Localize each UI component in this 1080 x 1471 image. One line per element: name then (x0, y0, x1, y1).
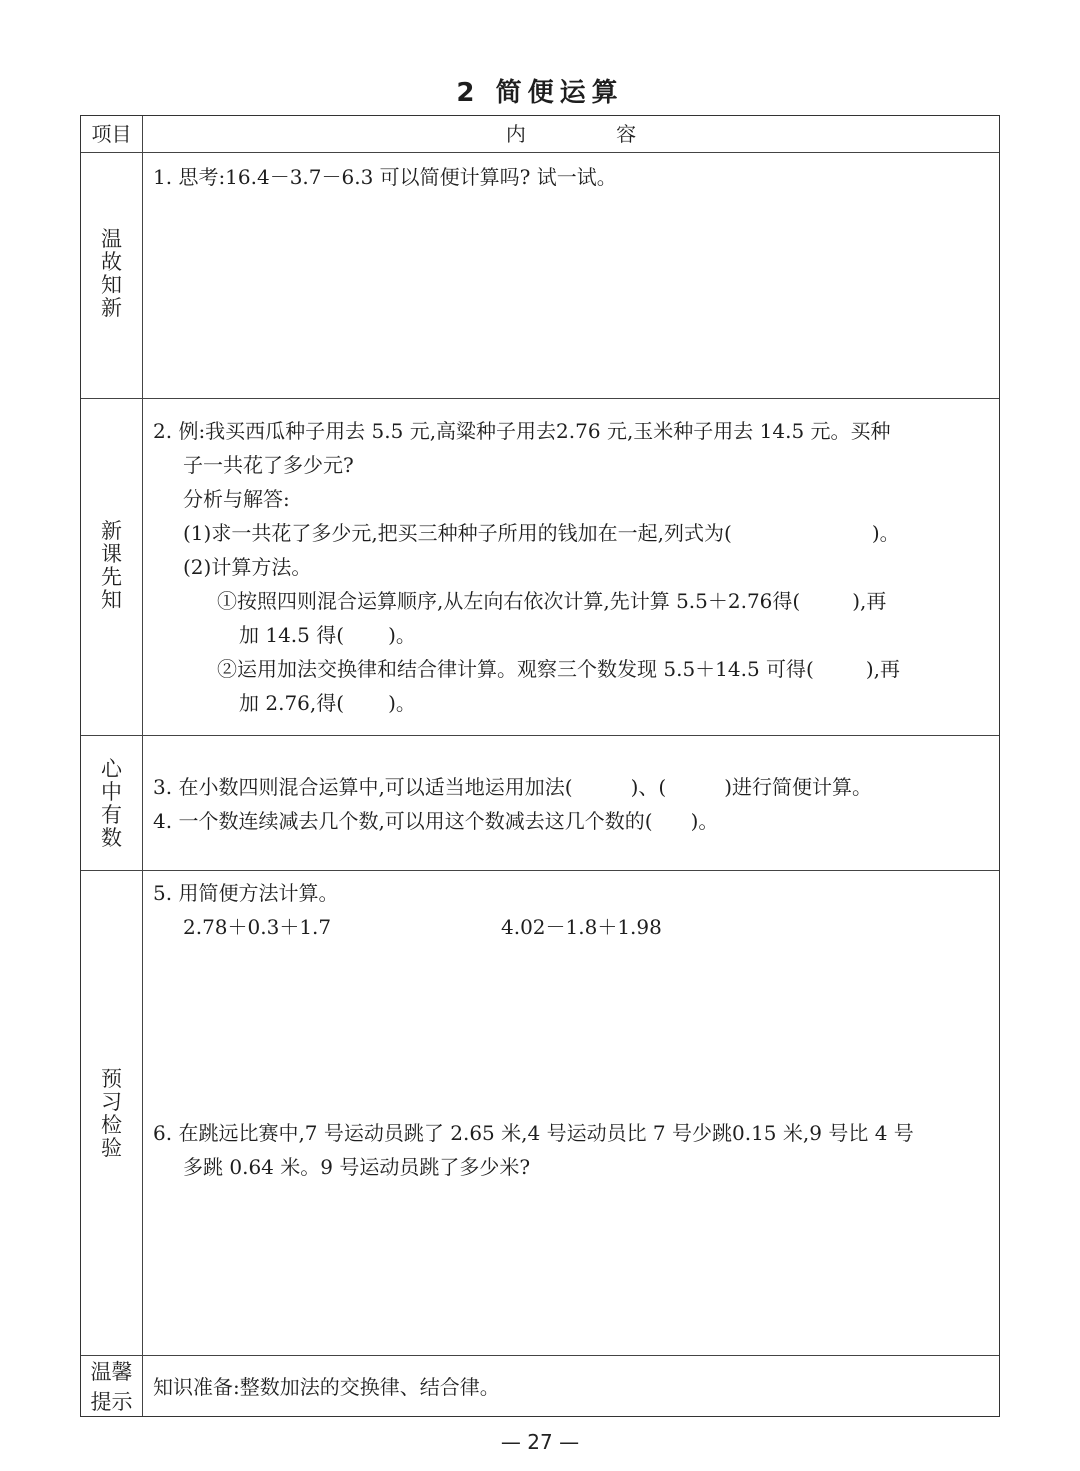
question-2-line-2: 子一共花了多少元? (183, 453, 354, 477)
section-label-new-lesson: 新 课 先 知 (101, 519, 122, 612)
section-label-key-points: 心 中 有 数 (101, 757, 122, 850)
row-divider (81, 735, 999, 736)
header-content: 内 容 (505, 122, 679, 146)
question-5: 5. 用简便方法计算。 (153, 881, 339, 905)
page-title: 2 简便运算 (456, 78, 624, 108)
tips-text: 知识准备:整数加法的交换律、结合律。 (153, 1375, 500, 1399)
section-label-practice: 预 习 检 验 (101, 1067, 122, 1160)
method-1-line-2: 加 14.5 得( )。 (239, 623, 416, 647)
method-2-line-2: 加 2.76,得( )。 (239, 691, 416, 715)
row-divider (81, 152, 999, 153)
method-1-line-1: ①按照四则混合运算顺序,从左向右依次计算,先计算 5.5＋2.76得( ),再 (217, 589, 887, 613)
step-1: (1)求一共花了多少元,把买三种种子所用的钱加在一起,列式为( )。 (183, 521, 900, 545)
analysis-heading: 分析与解答: (183, 487, 290, 511)
question-3: 3. 在小数四则混合运算中,可以适当地运用加法( )、( )进行简便计算。 (153, 775, 873, 799)
worksheet-table (80, 115, 1000, 1417)
question-2-line-1: 2. 例:我买西瓜种子用去 5.5 元,高粱种子用去2.76 元,玉米种子用去 14.5 元。买种 (153, 419, 891, 443)
row-divider (81, 870, 999, 871)
column-divider (142, 116, 143, 1416)
section-label-tips: 温馨 提示 (90, 1360, 133, 1414)
step-2: (2)计算方法。 (183, 555, 312, 579)
question-1: 1. 思考:16.4－3.7－6.3 可以简便计算吗? 试一试。 (153, 165, 617, 189)
method-2-line-1: ②运用加法交换律和结合律计算。观察三个数发现 5.5＋14.5 可得( ),再 (217, 657, 901, 681)
expression-2: 4.02－1.8＋1.98 (501, 915, 662, 939)
row-divider (81, 1355, 999, 1356)
header-item: 项目 (91, 122, 132, 146)
question-6-line-2: 多跳 0.64 米。9 号运动员跳了多少米? (183, 1155, 531, 1179)
row-divider (81, 398, 999, 399)
section-label-review: 温 故 知 新 (101, 227, 122, 320)
expression-1: 2.78＋0.3＋1.7 (183, 915, 332, 939)
question-4: 4. 一个数连续减去几个数,可以用这个数减去这几个数的( )。 (153, 809, 719, 833)
question-6-line-1: 6. 在跳远比赛中,7 号运动员跳了 2.65 米,4 号运动员比 7 号少跳0.15 米,9 号比 4 号 (153, 1121, 914, 1145)
page-number: — 27 — (500, 1430, 580, 1454)
